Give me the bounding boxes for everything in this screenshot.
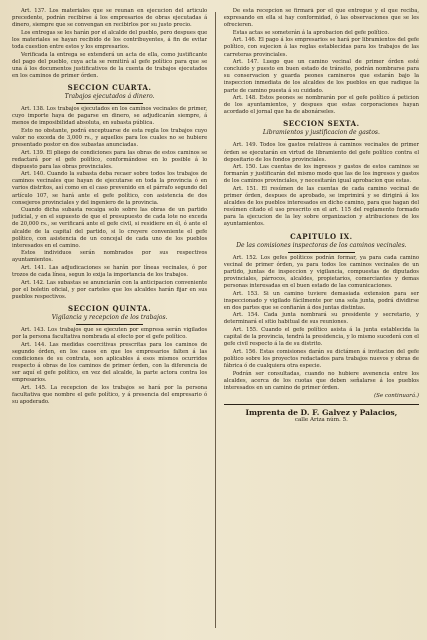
paragraph: Art. 151. El resúmen de las cuentas de cada camino vecinal de primer órden, despues de aprobado, se imprimirá y se dirigirá á los alcaldes de los pueblos interesados en dicho camino, para que hagan del resúmen citado el uso prescrito en el art. 115 del reglamento formado para la ejecucion de la ley sobre organizacion y atribuciones de los ayuntamientos. (223, 185, 419, 228)
paragraph: Art. 145. La recepcion de los trabajos se hará por la persona facultativa que nombre el gefe político, y á presencia del empresario ó su apoderado. (12, 384, 208, 405)
paragraph: Art. 149. Todos los gastos relativos á caminos vecinales de primer órden se ejecutarán en virtud de libramiento del gefe político contra el depositario de los fondos provinciales. (223, 142, 419, 163)
section-rule (76, 103, 142, 104)
paragraph: Cuando dicha subasta recaiga solo sobre las obras de un partido judicial, y en el supuesto de que el presupuesto de cada lote no exceda de 20,000 rs., se verificará ante el gefe civil, si residiere en él, ó ante el alcalde de la capital del partido, si lo creyere conveniente el gefe político, con asistencia de un concejal de cada uno de los pueblos interesados en el camino. (12, 207, 208, 249)
paragraph: Art. 142. Las subastas se anunciarán con la anticipacion conveniente por el boletin oficial, y por carteles que los alcaldes harán fijar en sus pueblos respectivos. (12, 279, 208, 300)
right-column-body (224, 8, 419, 392)
imprint-block (224, 404, 419, 424)
paragraph: Art. 144. Las medidas coercitivas prescritas para los caminos de segundo órden, en los casos en que los empresarios falten á las condiciones de su contrata, son aplicables á esos mismos ocurridos respecto á obras de los caminos de primer órden, con la diferencia de ser aquí el gefe político, en vez del alcalde, la parte actora contra los empresarios. (12, 341, 208, 384)
paragraph: Art. 139. El pliego de condiciones para las obras de estos caminos se redactará por el gefe político, conformándose en lo posible á lo dispuesto para las obras provinciales. (12, 149, 208, 170)
section-rule (288, 139, 354, 140)
imprint-name: Imprenta de D. F. Galvez y Palacios, (245, 407, 398, 417)
paragraph: Art. 140. Cuando la subasta deba recaer sobre todos los trabajos de caminos vecinales que hayan de ejecutarse en toda la provincia ó en varios distritos, así como en el caso prevenido en el párrafo segundo del artículo 107, se hará ante el gefe político, con asistencia de dos consejeros provinciales y del ingeniero de la provincia. (12, 171, 208, 206)
paragraph: Art. 143. Los trabajos que se ejecuten por empresa serán vigilados por la persona facultativa nombrada al efecto por el gefe político. (12, 326, 208, 341)
section-title: CAPITULO IX. (290, 231, 353, 241)
paragraph: Podrán ser consultadas, cuando no hubiere avenencia entre los alcaldes, acerca de los cuotas que deben señalarse á los pueblos interesados en un camino de primer órden. (223, 370, 419, 391)
left-column (12, 8, 207, 634)
section-rule (288, 252, 354, 253)
paragraph: Art. 153. Si un camino tuviere demasiada extension para ser inspeccionado y vigilado fácilmente por una sola junta, podrá dividirse en dos partes que se confiarán á dos juntas distintas. (223, 290, 419, 311)
continued-note: (Se continuará.) (374, 392, 419, 399)
paragraph: Art. 138. Los trabajos ejecutados en los caminos vecinales de primer, cuyo importe haya de pagarse en dinero, se adjudicarán siempre, á menos de imposibilidad absoluta, en subasta pública. (12, 105, 208, 127)
paragraph: Art. 147. Luego que un camino vecinal de primer órden esté concluido y puesto en buen estado de tránsito, podrán nombrarse para su conservacion y guarda peones camineros que estarán bajo la inspeccion inmediata de los alcaldes de los pueblos en que radique la parte de camino puesta á su cuidado. (223, 59, 419, 94)
section-subtitle: Vigilancia y recepcion de los trabajos. (51, 313, 168, 321)
paragraph: Estos individuos serán nombrados por sus respectivos ayuntamientos. (12, 250, 208, 264)
section-subtitle: Libramientos y justificacion de gastos. (262, 129, 380, 137)
paragraph: Art. 155. Cuando el gefe político asista á la junta establecida la capital de la provincia, tendrá la presidencia, y lo mismo sucederá con el gefe civil respecto á la de su distrito. (223, 326, 419, 348)
paragraph: Verificada la entrega se extenderá un acta de ella, como justificante del pago del pueblo, cuya acta se remitirá al gefe político para que se una á los documentos justificativos de la cuenta de trabajos ejecutados en los caminos de primer órden. (12, 51, 208, 79)
section-title: SECCION SEXTA. (283, 119, 360, 129)
paragraph: Esto no obstante, podrá exceptuarse de esta regla los trabajos cuyo valor no exceda de 3,000 rs., y aquellos para los cuales no se hubiere presentado postor en dos subastas anunciadas. (12, 127, 208, 148)
paragraph: De esta recepcion se firmará por el que entregue y el que reciba, expresando en ella si hay conformidad, ó las observaciones que se les ofrecieren. (223, 8, 419, 29)
paragraph: Estas actas se someterán á la aprobacion del gefe político. (232, 29, 390, 36)
paragraph: Art. 137. Los materiales que se reunan en ejecucion del artículo precedente, podrán recibirse á los empresarios de obras ejecutadas á dinero, siempre que se convengan en recibirlos por su justo precio. (12, 8, 208, 29)
paragraph: Art. 154. Cada junta nombrará su presidente y secretario, y determinará el sitio habitual de sus reuniones. (223, 312, 419, 326)
column-divider (215, 12, 216, 628)
paragraph: Art. 141. Las adjudicaciones se harán por líneas vecinales, ó por trozos de cada línea, segun lo exija la importancia de los trabajos. (12, 265, 208, 279)
paragraph: Art. 152. Los gefes políticos podrán formar, ya para cada camino vecinal de primer órden, ya para todos los caminos vecinales de un partido, juntas de inspeccion y vigilancia, compuestas de diputados provinciales, párrocos, alcaldes, propietarios, comerciantes y demas personas interesadas en el buen estado de las comunicaciones. (223, 254, 419, 289)
section-title: SECCION CUARTA. (67, 82, 152, 92)
section-rule (76, 324, 142, 325)
right-column (224, 8, 419, 634)
paragraph: Art. 148. Estos peones se nombrarán por el gefe político á peticion de los ayuntamientos, y despues que estas corporaciones hayan acordado el jornal que ha de abonárseles. (223, 95, 419, 116)
section-subtitle: Trabajos ejecutados á dinero. (64, 92, 155, 100)
paragraph: Art. 146. El pago á los empresarios se hará por libramientos del gefe político, con sujecion á las reglas establecidas para los trabajos de las carreteras provinciales. (223, 37, 419, 58)
section-title: SECCION QUINTA. (67, 303, 152, 313)
imprint-address: calle Ariza núm. 5. (294, 416, 348, 423)
paragraph: Los entregas se les harán por el alcalde del pueblo, pero despues que los materiales se hayan recibido de los contribuyentes, á fin de evitar toda cuestion entre estos y los empresarios. (12, 29, 208, 50)
section-subtitle: De las comisiones inspectoras de los caminos vecinales. (236, 241, 407, 249)
paragraph: Art. 150. Las cuentas de los ingresos y gastos de estos caminos se formarán y justificarán del mismo modo que las de los ingresos y gastos de los caminos provinciales, y necesitarán igual aprobacion que estas. (223, 164, 419, 185)
paragraph: Art. 156. Estas comisiones darán su dictámen á invitacion del gefe político sobre los proyectos redactados para trabajos nuevos y obras de fábrica ó de cualquiera otra especie. (223, 348, 419, 369)
